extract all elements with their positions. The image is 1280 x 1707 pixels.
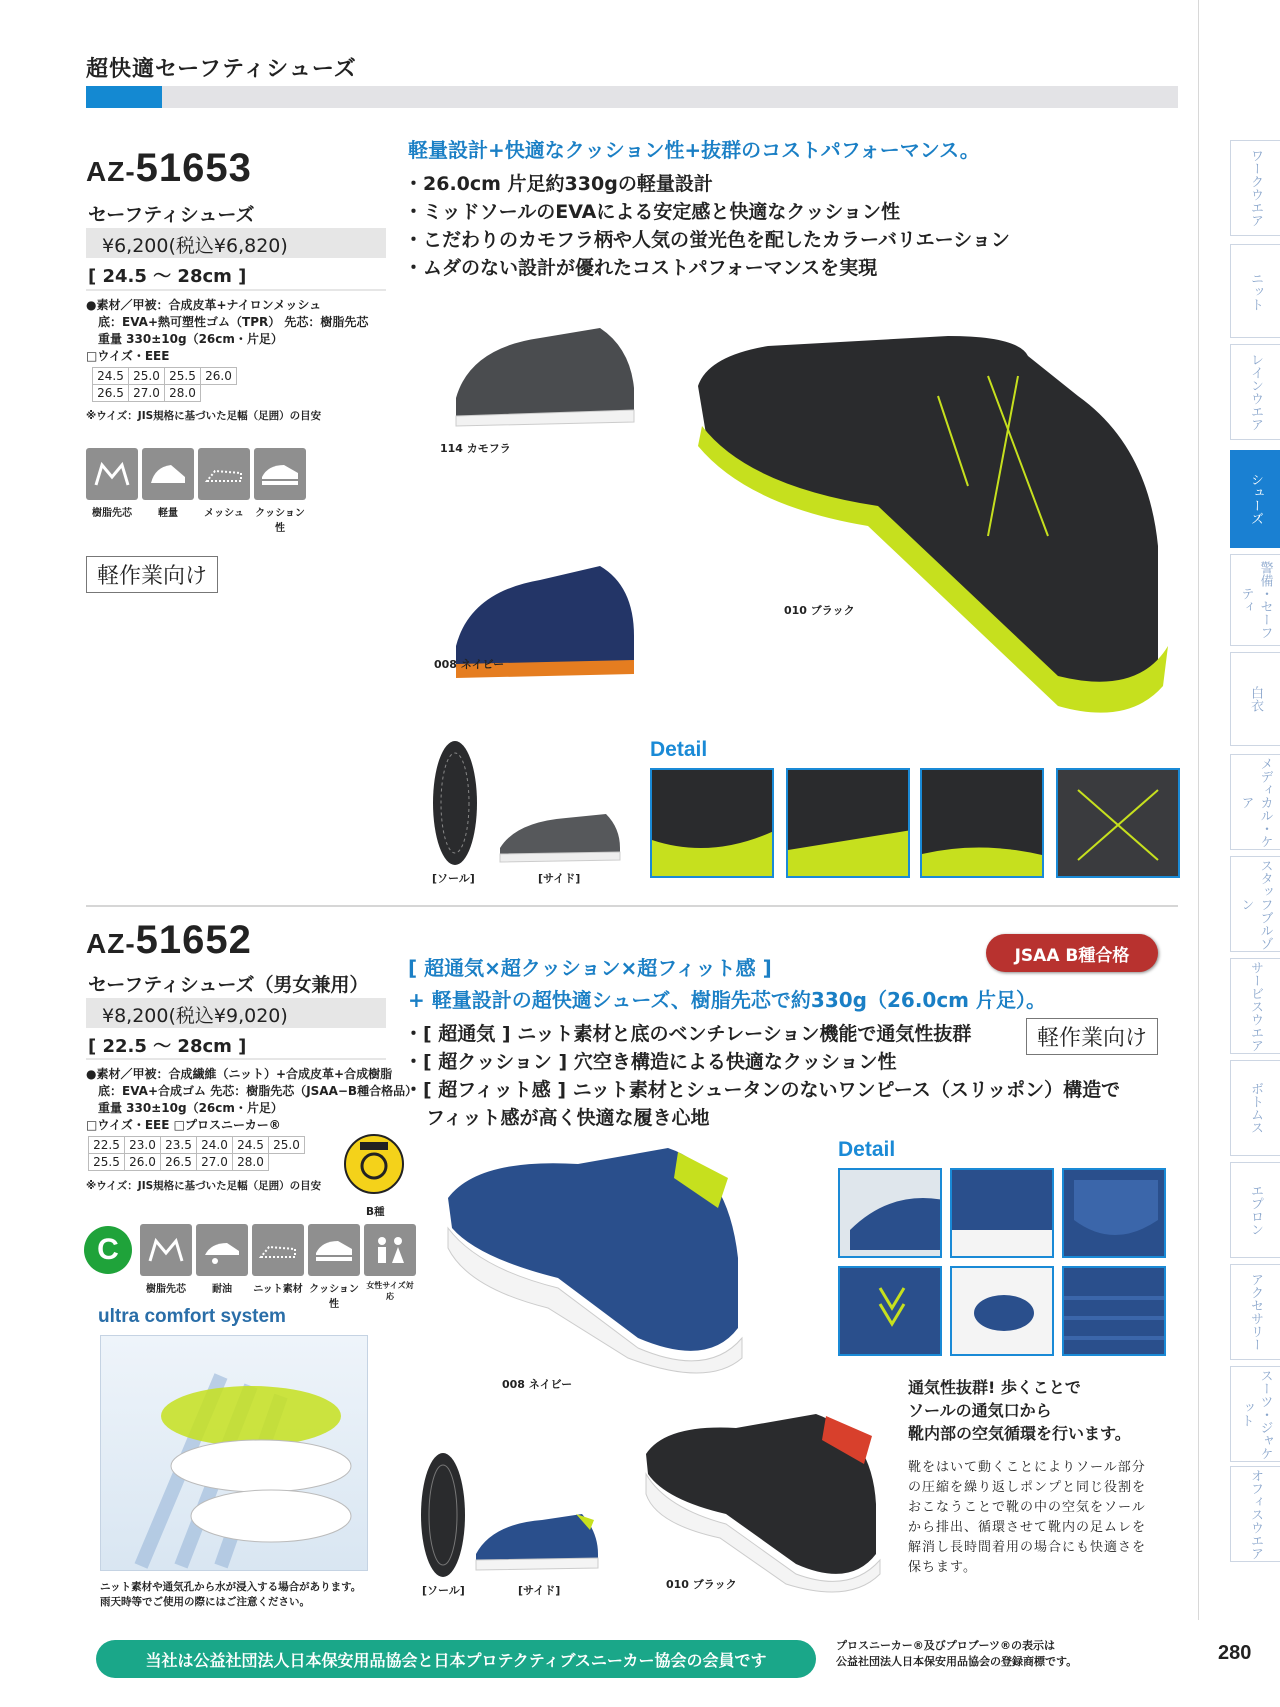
- color-caption: 008 ネイビー: [502, 1378, 573, 1391]
- page-number: 280: [1218, 1642, 1252, 1664]
- section-divider: [86, 905, 1178, 907]
- detail-image: [1056, 768, 1180, 878]
- size-cell: 25.5: [165, 368, 201, 385]
- price-tax: (税込¥9,020): [168, 1005, 288, 1027]
- detail-image: [786, 768, 910, 878]
- size-underline: [86, 289, 386, 291]
- icon-label: 女性サイズ対応: [366, 1281, 414, 1301]
- ventilation-heading: [908, 1376, 1131, 1445]
- price-tax: (税込¥6,820): [168, 235, 288, 257]
- size-cell: 23.5: [161, 1137, 197, 1154]
- color-caption: 010 ブラック: [666, 1578, 737, 1591]
- bullet: ・26.0cm 片足約330gの軽量設計: [404, 173, 713, 195]
- sole-caption: [ソール]: [432, 872, 475, 885]
- size-cell-empty: [269, 1154, 305, 1171]
- size-underline: [86, 1058, 386, 1060]
- side-tab[interactable]: スタッフブルゾン: [1230, 856, 1280, 952]
- ucs-note: [100, 1580, 361, 1610]
- sole-image: [430, 738, 480, 868]
- ucs-title: ultra comfort system: [98, 1306, 286, 1327]
- jsaa-cert-mark-icon: [344, 1134, 404, 1194]
- vent-body-line: おこなうことで靴の中の空気をソール: [908, 1500, 1146, 1515]
- cushion-icon: [308, 1224, 360, 1276]
- feature-icon-labels: [86, 504, 306, 534]
- note-line: 雨天時等でご使用の際にはご注意ください。: [100, 1596, 310, 1608]
- jsaa-badge: JSAA B種合格: [986, 934, 1158, 972]
- model-number-51653: AZ-51653: [86, 146, 252, 190]
- detail-image: [838, 1168, 942, 1258]
- detail-image: [950, 1168, 1054, 1258]
- color-caption: 114 カモフラ: [440, 442, 511, 455]
- side-image: [496, 808, 622, 864]
- price: ¥8,200: [102, 1005, 169, 1027]
- feature-bullets: [404, 1020, 1120, 1132]
- size-cell: 25.0: [269, 1137, 305, 1154]
- side-tab[interactable]: メディカル・ケア: [1230, 754, 1280, 850]
- side-tab[interactable]: 白衣: [1230, 652, 1280, 746]
- headline: 軽量設計+快適なクッション性+抜群のコストパフォーマンス。: [408, 138, 980, 162]
- size-cell: 27.0: [197, 1154, 233, 1171]
- side-tab[interactable]: アクセサリー: [1230, 1264, 1280, 1360]
- icon-label: ニット素材: [253, 1284, 303, 1295]
- size-cell: 28.0: [233, 1154, 269, 1171]
- size-cell: 26.0: [125, 1154, 161, 1171]
- side-tab[interactable]: サービスウエア: [1230, 958, 1280, 1054]
- cushion-icon: [254, 448, 306, 500]
- bullet: ・ムダのない設計が優れたコストパフォーマンスを実現: [404, 257, 878, 279]
- icon-label: クッション性: [309, 1284, 359, 1310]
- width-label: □ウイズ・EEE □プロスニーカー®: [86, 1118, 281, 1132]
- spec-line: ●素材／甲被：合成皮革+ナイロンメッシュ: [86, 298, 322, 312]
- headline: [ 超通気×超クッション×超フィット感 ]: [408, 956, 772, 980]
- sole-caption: [ソール]: [422, 1584, 465, 1597]
- icon-label: 樹脂先芯: [92, 508, 132, 519]
- detail-image: [1062, 1266, 1166, 1356]
- detail-image: [838, 1266, 942, 1356]
- section-title: 超快適セーフティシューズ: [86, 57, 357, 82]
- bullet: フィット感が高く快適な履き心地: [426, 1107, 710, 1129]
- resin-toe-icon: [86, 448, 138, 500]
- price-box: [86, 998, 386, 1028]
- category-c-icon: C: [84, 1226, 132, 1274]
- title-bar: [86, 86, 1178, 108]
- size-cell: 24.5: [233, 1137, 269, 1154]
- size-cell: 22.5: [89, 1137, 125, 1154]
- spec-block: [86, 297, 368, 365]
- size-cell: 23.0: [125, 1137, 161, 1154]
- vertical-divider: [1198, 0, 1199, 1620]
- use-tag: 軽作業向け: [86, 556, 218, 593]
- detail-label: Detail: [838, 1138, 896, 1161]
- side-tab[interactable]: レインウエア: [1230, 344, 1280, 440]
- size-range: [ 22.5 ～ 28cm ]: [88, 1036, 247, 1057]
- color-caption: 008 ネイビー: [434, 658, 505, 671]
- model-number-51652: AZ-51652: [86, 918, 252, 962]
- side-tab[interactable]: 警備・セーフティ: [1230, 554, 1280, 646]
- resin-toe-icon: [140, 1224, 192, 1276]
- width-note: ※ウイズ：JIS規格に基づいた足幅（足囲）の目安: [86, 410, 322, 422]
- size-cell: 24.5: [93, 368, 129, 385]
- size-cell: 24.0: [197, 1137, 233, 1154]
- side-image: [472, 1508, 602, 1578]
- vent-heading-line: 靴内部の空気循環を行います。: [908, 1424, 1131, 1443]
- product-name: セーフティシューズ（男女兼用）: [88, 974, 369, 996]
- icon-label: 樹脂先芯: [146, 1284, 186, 1295]
- detail-image: [920, 768, 1044, 878]
- ventilation-body: [908, 1458, 1146, 1578]
- icon-label: 軽量: [158, 508, 178, 519]
- shoe-navy-knit-image: [438, 1138, 758, 1378]
- feature-icons: [86, 448, 306, 500]
- detail-image: [650, 768, 774, 878]
- size-cell: 25.0: [129, 368, 165, 385]
- vent-body-line: から排出、循環させて靴内の足ムレを: [908, 1520, 1147, 1535]
- feature-icons: [140, 1224, 416, 1276]
- note-line: ニット素材や通気孔から水が浸入する場合があります。: [100, 1581, 362, 1593]
- side-tab[interactable]: エプロン: [1230, 1162, 1280, 1258]
- vent-body-line: 解消し長時間着用の場合にも快適さを: [908, 1540, 1147, 1555]
- spec-block: [86, 1066, 417, 1134]
- size-cell: 26.5: [161, 1154, 197, 1171]
- size-cell-empty: [201, 385, 237, 402]
- headline: + 軽量設計の超快適シューズ、樹脂先芯で約330g（26.0cm 片足）。: [408, 988, 1046, 1012]
- title-bar-accent: [86, 86, 162, 108]
- price: ¥6,200: [102, 235, 169, 257]
- size-range: [ 24.5 ～ 28cm ]: [88, 266, 247, 287]
- vent-body-line: 靴をはいて動くことによりソール部分: [908, 1460, 1146, 1475]
- bullet: ・こだわりのカモフラ柄や人気の蛍光色を配したカラーバリエーション: [404, 229, 1010, 251]
- width-label: □ウイズ・EEE: [86, 349, 170, 363]
- footer-membership-bar: 当社は公益社団法人日本保安用品協会と日本プロテクティブスニーカー協会の会員です: [96, 1640, 816, 1678]
- icon-label: 耐油: [212, 1284, 232, 1295]
- color-caption: 010 ブラック: [784, 604, 855, 617]
- ucs-diagram: [100, 1335, 368, 1571]
- feature-bullets: [404, 170, 1010, 282]
- detail-image: [1062, 1168, 1166, 1258]
- cert-caption: B種: [366, 1206, 385, 1218]
- vent-heading-line: 通気性抜群! 歩くことで: [908, 1378, 1081, 1397]
- icon-label: クッション性: [255, 508, 305, 534]
- side-tab[interactable]: ボトムス: [1230, 1060, 1280, 1156]
- bullet: ・ミッドソールのEVAによる安定感と快適なクッション性: [404, 201, 900, 223]
- lightweight-icon: [142, 448, 194, 500]
- spec-line: 底：EVA+合成ゴム 先芯：樹脂先芯（JSAA−B種合格品）: [98, 1084, 418, 1098]
- size-cell: 25.5: [89, 1154, 125, 1171]
- side-tab[interactable]: シューズ: [1230, 450, 1280, 548]
- bullet: ・[ 超フィット感 ] ニット素材とシュータンのないワンピース（スリッポン）構造で: [404, 1079, 1121, 1101]
- width-note: ※ウイズ：JIS規格に基づいた足幅（足囲）の目安: [86, 1180, 322, 1192]
- spec-line: ●素材／甲被：合成繊維（ニット）+合成皮革+合成樹脂: [86, 1067, 393, 1081]
- oil-resistant-icon: [196, 1224, 248, 1276]
- side-tab[interactable]: オフィスウエア: [1230, 1466, 1280, 1562]
- price-box: [86, 228, 386, 258]
- bullet: ・[ 超クッション ] 穴空き構造による快適なクッション性: [404, 1051, 897, 1073]
- side-tab[interactable]: ニット: [1230, 244, 1280, 338]
- detail-image: [950, 1266, 1054, 1356]
- spec-line: 重量 330±10g（26cm・片足）: [98, 332, 283, 346]
- size-table: [92, 367, 237, 402]
- size-cell: 26.5: [93, 385, 129, 402]
- use-tag: 軽作業向け: [1026, 1018, 1158, 1055]
- vent-body-line: 保ちます。: [908, 1560, 977, 1575]
- bullet: ・[ 超通気 ] ニット素材と底のベンチレーション機能で通気性抜群: [404, 1023, 972, 1045]
- product-name: セーフティシューズ: [88, 204, 255, 226]
- shoe-camo-image: [450, 318, 640, 430]
- size-cell: 28.0: [165, 385, 201, 402]
- size-cell: 27.0: [129, 385, 165, 402]
- vent-body-line: の圧縮を繰り返しポンプと同じ役割を: [908, 1480, 1147, 1495]
- shoe-black-main-image: [688, 316, 1178, 736]
- womens-size-icon: [364, 1224, 416, 1276]
- spec-line: 重量 330±10g（26cm・片足）: [98, 1101, 283, 1115]
- knit-material-icon: [252, 1224, 304, 1276]
- mesh-icon: [198, 448, 250, 500]
- side-tab[interactable]: ワークウエア: [1230, 140, 1280, 236]
- vent-heading-line: ソールの通気口から: [908, 1401, 1052, 1420]
- icon-label: メッシュ: [204, 508, 244, 519]
- footer-note-line: プロスニーカー®及びプロブーツ®の表示は: [836, 1639, 1056, 1652]
- size-table: [88, 1136, 305, 1171]
- footer-note-line: 公益社団法人日本保安用品協会の登録商標です。: [836, 1655, 1078, 1668]
- detail-label: Detail: [650, 738, 708, 761]
- footer-trademark-note: [836, 1638, 1077, 1670]
- side-tab[interactable]: スーツ・ジャケット: [1230, 1366, 1280, 1462]
- spec-line: 底：EVA+熱可塑性ゴム（TPR） 先芯：樹脂先芯: [98, 315, 369, 329]
- size-cell: 26.0: [201, 368, 237, 385]
- side-caption: [サイド]: [538, 872, 581, 885]
- shoe-black-knit-image: [636, 1404, 886, 1594]
- side-caption: [サイド]: [518, 1584, 561, 1597]
- sole-image: [418, 1450, 468, 1580]
